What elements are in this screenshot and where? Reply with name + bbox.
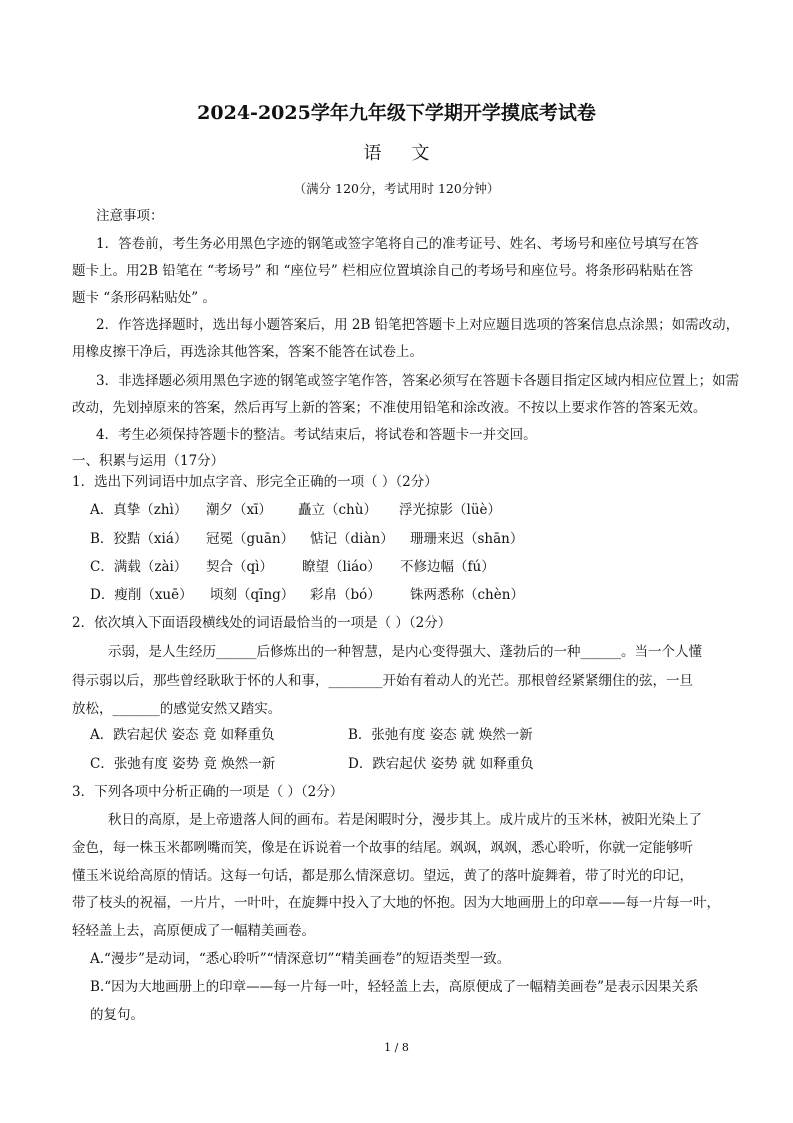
option-word: 惦记（diàn） [310,531,394,547]
option-word: 潮夕（xī） [206,502,272,518]
option-word: 彩帛（bó） [310,587,381,603]
question-2-passage: 示弱，是人生经历______后修炼出的一种智慧，是内心变得强大、蓬勃后的一种______。当一个人懂 [108,644,702,660]
question-3-passage: 轻轻盖上去，高原便成了一幅精美画卷。 [72,923,315,939]
option-word: 不修边幅（fú） [400,559,495,575]
question-3-option-b-cont: 的复句。 [90,1007,144,1023]
option-word: A．真挚（zhì） [90,502,188,518]
question-2-stem: 2．依次填入下面语段横线处的词语最恰当的一项是（ ）（2分） [72,615,452,631]
option-d: D．跌宕起伏 姿势 就 如释重负 [348,756,534,772]
notice-line: 改动，先划掉原来的答案，然后再写上新的答案；不准使用铅笔和涂改液。不按以上要求作答的答案无效。 [72,400,707,416]
option-word: 珊珊来迟（shān） [410,531,524,547]
option-word: 浮光掠影（lüè） [399,502,502,518]
question-2-passage: 放松，_______的感觉安然又踏实。 [72,701,282,717]
question-3-passage: 金色，每一株玉米都咧嘴而笑，像是在诉说着一个故事的结尾。飒飒，飒飒，悉心聆听，你就一定能够听 [72,840,693,856]
notice-line: 2．作答选择题时，选出每小题答案后，用 2B 铅笔把答题卡上对应题目选项的答案信息点涂黑；如需改动， [96,317,740,333]
exam-title: 2024-2025学年九年级下学期开学摸底考试卷 [197,102,596,124]
question-3-stem: 3．下列各项中分析正确的一项是（ ）（2分） [72,784,344,800]
notice-line: 3．非选择题必须用黑色字迹的钢笔或签字笔作答，答案必须写在答题卡各题目指定区域内相应位置上；如需 [96,373,740,389]
question-2-passage: 得示弱以后，那些曾经耿耿于怀的人和事，________开始有着动人的光芒。那根曾经紧紧绷住的弦，一旦 [72,673,693,689]
question-3-passage: 带了枝头的祝福，一片片，一叶叶，在旋舞中投入了大地的怀抱。因为大地画册上的印章——每一片每一叶， [72,895,720,911]
option-word: 瞭望（liáo） [302,559,381,575]
notice-line: 4．考生必须保持答题卡的整洁。考试结束后，将试卷和答题卡一并交回。 [96,427,537,443]
option-c: C．张弛有度 姿势 竟 焕然一新 [90,756,276,772]
option-word: 矗立（chù） [298,502,377,518]
question-3-option-b: B.“因为大地画册上的印章——每一片每一叶，轻轻盖上去，高原便成了一幅精美画卷”是表示因果关系 [90,979,699,995]
notice-line: 用橡皮擦干净后，再选涂其他答案，答案不能答在试卷上。 [72,344,423,360]
notice-heading: 注意事项： [96,208,164,224]
notice-line: 题卡 “条形码粘贴处” 。 [72,290,216,306]
option-word: 顷刻（qīng） [210,587,295,603]
question-3-option-a: A.“漫步”是动词，“悉心聆听”“情深意切”“精美画卷”的短语类型一致。 [90,951,511,967]
notice-line: 1．答卷前，考生务必用黑色字迹的钢笔或签字笔将自己的准考证号、姓名、考场号和座位号填写在答 [96,236,699,252]
page-number: 1 / 8 [384,1041,409,1054]
option-word: B．狡黠（xiá） [90,531,188,547]
option-word: 契合（qì） [206,559,273,575]
notice-line: 题卡上。用2B 铅笔在 “考场号” 和 “座位号” 栏相应位置填涂自己的考场号和座位号。将条形码粘贴在答 [72,263,694,279]
option-word: D．瘦削（xuē） [90,587,193,603]
option-b: B．张弛有度 姿态 就 焕然一新 [348,727,533,743]
subject-title: 语文 [363,143,460,164]
option-word: 冠冕（guān） [206,531,295,547]
option-a: A．跌宕起伏 姿态 竟 如释重负 [90,727,275,743]
section-heading: 一、积累与运用（17分） [72,453,225,469]
option-word: C．满载（zài） [90,559,188,575]
option-word: 铢两悉称（chèn） [410,587,524,603]
question-3-passage: 秋日的高原，是上帝遗落人间的画布。若是闲暇时分，漫步其上。成片成片的玉米林，被阳光染上了 [108,812,702,828]
question-3-passage: 懂玉米说给高原的情话。这每一句话，都是那么情深意切。望远，黄了的落叶旋舞着，带了时光的印记， [72,868,693,884]
question-1-stem: 1．选出下列词语中加点字音、形完全正确的一项（ ）（2分） [72,474,438,490]
score-note: （满分 120分，考试用时 120分钟） [293,181,500,196]
